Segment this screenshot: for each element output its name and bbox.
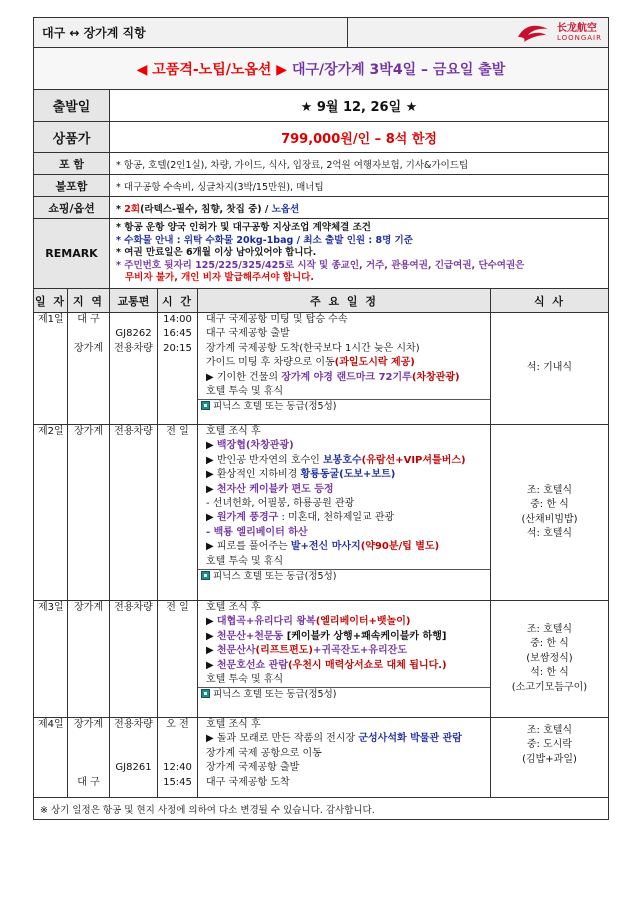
price-label: 상품가 bbox=[34, 122, 110, 153]
airline-logo bbox=[348, 18, 609, 48]
product-title bbox=[34, 48, 609, 90]
departure-dates: ★ 9월 12, 26일 ★ bbox=[110, 90, 609, 122]
route-header: 대구 ↔ 장가계 직항 bbox=[34, 18, 348, 48]
airline-name-cn: 长龙航空 bbox=[556, 23, 597, 34]
included-value: * 항공, 호텔(2인1실), 차량, 가이드, 식사, 입장료, 2억원 여행자보험, 기사&가이드팁 bbox=[110, 153, 609, 175]
right-arrow-icon: ▶ bbox=[276, 61, 288, 78]
shopping-label: 쇼핑/옵션 bbox=[34, 197, 110, 219]
left-arrow-icon: ◀ bbox=[136, 61, 148, 78]
day3-meals: 조: 호텔식 중: 한 식 (보쌈정식) 석: 한 식 (소고기모듬구이) bbox=[491, 601, 609, 718]
day4-schedule: 호텔 조식 후 ▶ 돌과 모래로 만든 작품의 전시장 군성사석화 박물관 관람 장가계 국제 공항으로 이동 장가계 국제공항 출발 대구 국제공항 도착 bbox=[198, 718, 491, 798]
footer-note: ※ 상기 일정은 항공 및 현지 사정에 의하여 다소 변경될 수 있습니다. 감사합니다. bbox=[34, 798, 609, 820]
day1-schedule: 대구 국제공항 미팅 및 탑승 수속 대구 국제공항 출발 장가계 국제공항 도착(한국보다 1시간 늦은 시차) 가이드 미팅 후 차량으로 이동(과일도시락 제공) ▶ 기이한 건물의 장가계 야경 랜드마크 72기루(차창관광) 호텔 투숙 및 휴식 피닉스 호텔 또는 동급(정5성) bbox=[198, 313, 491, 425]
itinerary-sheet bbox=[33, 17, 608, 820]
col-schedule: 주 요 일 정 bbox=[198, 289, 491, 313]
departure-label: 출발일 bbox=[34, 90, 110, 122]
remark-box: * 항공 운항 양국 인허가 및 대구공항 지상조업 계약체결 조건 * 수화물 안내 : 위탁 수화물 20kg-1bag / 최소 출발 인원 : 8명 기준 * 여권 만료일은 6개월 이상 남아있어야 합니다. * 주민번호 뒷자리 125/225/325/425로 시작 및 종교인, 거주, 관용여권, 긴급여권, 단수여권은 무비자 불가, 개인 비자 발급해주셔야 합니다. bbox=[110, 219, 609, 289]
day4-row: 제4일 장가계 대 구 전용차량 GJ8261 오 전 12:40 15:45 호텔 조식 후 ▶ 돌과 모래로 만든 작품의 전시장 군성사석화 박물관 관람 장가계 국제 공항으로 이동 장가계 국제공항 출발 대구 국제공항 도착 조: 호텔식 중: 도시락 (김밥+과일) bbox=[34, 718, 609, 798]
remark-label: REMARK bbox=[34, 219, 110, 289]
airline-name-en: LOONGAIR bbox=[556, 34, 602, 42]
hotel-icon bbox=[201, 401, 210, 410]
itinerary-table bbox=[33, 17, 609, 820]
shopping-count: 2회 bbox=[124, 203, 141, 215]
day1-meals: 석: 기내식 bbox=[491, 313, 609, 425]
included-label: 포 함 bbox=[34, 153, 110, 175]
excluded-label: 불포함 bbox=[34, 175, 110, 197]
day3-row: 제3일 장가계 전용차량 전 일 호텔 조식 후 ▶ 대협곡+유리다리 왕복(엘리베이터+뱃놀이) ▶ 천문산+천문동 [케이블카 상행+쾌속케이블카 하행] ▶ 천문산사(리프트편도)+귀곡잔도+유리잔도 ▶ 천문호선쇼 관람(우천시 매력상서쇼로 대체 됩니다.) 호텔 투숙 및 휴식 피닉스 호텔 또는 동급(정5성) 조: 호텔식 중: 한 식 (보쌈정식) 석: 한 식 (소고기모듬구이) bbox=[34, 601, 609, 718]
day1-row: 제1일 대 구 장가계 GJ8262 전용차량 14:00 16:45 20:15 대구 국제공항 미팅 및 탑승 수속 대구 국제공항 출발 장가계 국제공항 도착(한국보다 1시간 늦은 시차) 가이드 미팅 후 차량으로 이동(과일도시락 제공) ▶ 기이한 건물의 장가계 야경 랜드마크 72기루(차창관광) 호텔 투숙 및 휴식 피닉스 호텔 또는 동급(정5성) 석: 기내식 bbox=[34, 313, 609, 425]
day3-schedule: 호텔 조식 후 ▶ 대협곡+유리다리 왕복(엘리베이터+뱃놀이) ▶ 천문산+천문동 [케이블카 상행+쾌속케이블카 하행] ▶ 천문산사(리프트편도)+귀곡잔도+유리잔도 ▶ 천문호선쇼 관람(우천시 매력상서쇼로 대체 됩니다.) 호텔 투숙 및 휴식 피닉스 호텔 또는 동급(정5성) bbox=[198, 601, 491, 718]
day2-meals: 조: 호텔식 중: 한 식 (산채비빔밥) 석: 호텔식 bbox=[491, 425, 609, 601]
price-value: 799,000원/인 – 8석 한정 bbox=[110, 122, 609, 153]
excluded-value: * 대구공항 수속비, 싱글차지(3박/15만원), 매너팁 bbox=[110, 175, 609, 197]
day2-row: 제2일 장가계 전용차량 전 일 호텔 조식 후 ▶ 백장협(차창관광) ▶ 반인공 반자연의 호수인 보봉호수(유람선+VIP셔틀버스) ▶ 환상적인 지하비경 황룡동굴(도보+보트) ▶ 천자산 케이블카 편도 등정 - 선녀헌화, 어필봉, 하룡공원 관광 ▶ 원가계 풍경구 : 미혼대, 천하제일교 관광 - 백룡 엘리베이터 하산 ▶ 피로를 풀어주는 발+전신 마사지(약90분/팁 별도) 호텔 투숙 및 휴식 피닉스 호텔 또는 동급(정5성) 조: 호텔식 중: 한 식 (산채비빔밥) 석: 호텔식 bbox=[34, 425, 609, 601]
col-region: 지 역 bbox=[68, 289, 110, 313]
col-time: 시 간 bbox=[158, 289, 198, 313]
option-value: 노옵션 bbox=[271, 203, 300, 215]
trip-summary: 대구/장가계 3박4일 – 금요일 출발 bbox=[291, 61, 506, 78]
hotel-icon bbox=[201, 689, 210, 698]
day4-meals: 조: 호텔식 중: 도시락 (김밥+과일) bbox=[491, 718, 609, 798]
product-grade: 고품격-노팁/노옵션 bbox=[152, 61, 272, 78]
dragon-logo-icon bbox=[516, 23, 550, 43]
col-transport: 교통편 bbox=[110, 289, 158, 313]
hotel-icon bbox=[201, 571, 210, 580]
shopping-value: * 2회(라텍스-필수, 침향, 찻집 중) / 노옵션 bbox=[110, 197, 609, 219]
col-meal: 식 사 bbox=[491, 289, 609, 313]
day1-label: 제1일 bbox=[34, 313, 68, 425]
col-day: 일 자 bbox=[34, 289, 68, 313]
day2-schedule: 호텔 조식 후 ▶ 백장협(차창관광) ▶ 반인공 반자연의 호수인 보봉호수(유람선+VIP셔틀버스) ▶ 환상적인 지하비경 황룡동굴(도보+보트) ▶ 천자산 케이블카 편도 등정 - 선녀헌화, 어필봉, 하룡공원 관광 ▶ 원가계 풍경구 : 미혼대, 천하제일교 관광 - 백룡 엘리베이터 하산 ▶ 피로를 풀어주는 발+전신 마사지(약90분/팁 별도) 호텔 투숙 및 휴식 피닉스 호텔 또는 동급(정5성) bbox=[198, 425, 491, 601]
